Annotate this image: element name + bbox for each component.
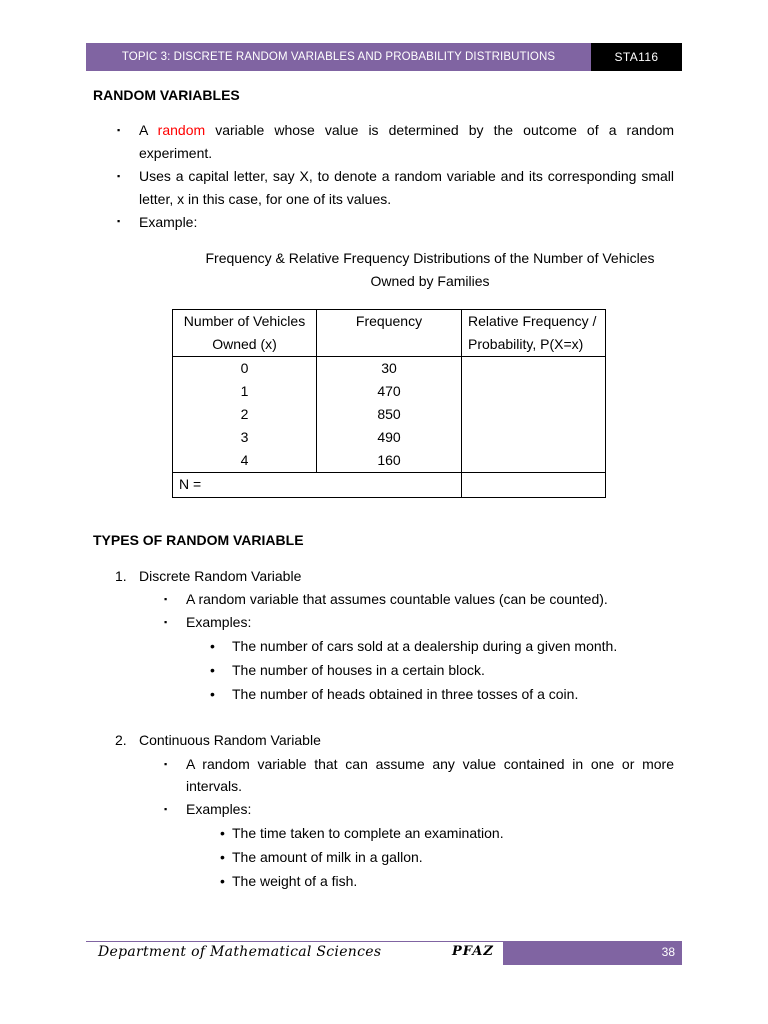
- page-number: 38: [503, 941, 682, 965]
- item1-example: The number of cars sold at a dealership during a given month.: [232, 638, 618, 654]
- bullet-dot-icon: •: [210, 686, 215, 702]
- bullet-dot-icon: •: [220, 825, 225, 841]
- bullet1-line1: [139, 119, 674, 142]
- item2-examples-label: Examples:: [186, 801, 252, 817]
- table-title-line2: Owned by Families: [370, 273, 490, 289]
- item1-example: The number of houses in a certain block.: [232, 662, 485, 678]
- frequency-value: 490: [377, 429, 401, 445]
- highlight-word-random: random: [157, 122, 206, 138]
- frequency-value: 160: [377, 452, 401, 468]
- item2-title: Continuous Random Variable: [139, 732, 321, 748]
- header-text: Relative Frequency /: [468, 313, 597, 329]
- header-text: Probability, P(X=x): [468, 336, 584, 352]
- x-value: 3: [240, 429, 249, 445]
- item1-examples-label: Examples:: [186, 614, 252, 630]
- bullet2-line1: Uses a capital letter, say X, to denote a random variable and its corresponding small: [139, 168, 674, 184]
- header-cell-relative-frequency: [462, 310, 606, 357]
- total-label-cell: [173, 473, 462, 498]
- bullet-square-icon: ▪: [164, 617, 168, 627]
- frequency-value: 470: [377, 383, 401, 399]
- item1-example: The number of heads obtained in three tosses of a coin.: [232, 686, 579, 702]
- bullet-dot-icon: •: [210, 638, 215, 654]
- x-value: 0: [240, 360, 249, 376]
- frequency-value: 850: [377, 406, 401, 422]
- bullet-square-icon: ▪: [164, 804, 168, 814]
- item1-number: 1.: [115, 568, 127, 584]
- course-code: STA116: [614, 50, 659, 64]
- bullet-square-icon: ▪: [117, 125, 121, 135]
- bullet3-example: Example:: [139, 214, 198, 230]
- header-course-code: [591, 43, 682, 71]
- frequency-table: [172, 309, 606, 498]
- item1-title: Discrete Random Variable: [139, 568, 302, 584]
- bullet-dot-icon: •: [220, 849, 225, 865]
- relative-frequency-blank-cell: [462, 357, 606, 473]
- item2-example: The amount of milk in a gallon.: [232, 849, 423, 865]
- header-cell-vehicles: [173, 310, 317, 357]
- header-cell-frequency: [317, 310, 462, 357]
- table-header-row: [173, 310, 606, 357]
- section-heading-random-variables: RANDOM VARIABLES: [93, 87, 240, 103]
- total-blank-cell: [462, 473, 606, 498]
- x-value: 2: [240, 406, 249, 422]
- item2-description-line2: intervals.: [186, 778, 243, 794]
- item1-description: A random variable that assumes countable values (can be counted).: [186, 591, 608, 607]
- footer-initials: PFAZ: [452, 944, 494, 959]
- bullet-square-icon: ▪: [117, 171, 121, 181]
- x-values-cell: [173, 357, 317, 473]
- bullet1-line2: experiment.: [139, 145, 213, 161]
- footer-divider: [86, 941, 503, 942]
- item2-example: The weight of a fish.: [232, 873, 358, 889]
- header-topic-bar: [86, 43, 591, 71]
- header-text: Number of Vehicles: [183, 313, 306, 329]
- header-topic: TOPIC 3: DISCRETE RANDOM VARIABLES AND PROBABILITY DISTRIBUTIONS: [121, 51, 556, 63]
- table-title-line1: Frequency & Relative Frequency Distributions of the Number of Vehicles: [205, 250, 655, 266]
- table-total-row: [173, 473, 606, 498]
- bullet-square-icon: ▪: [164, 759, 168, 769]
- footer-department: Department of Mathematical Sciences: [98, 944, 382, 960]
- bullet-square-icon: ▪: [164, 594, 168, 604]
- bullet1-rest: variable whose value is determined by the outcome of a random: [215, 122, 675, 138]
- item2-description-line1: A random variable that can assume any value contained in one or more: [186, 756, 674, 772]
- item2-number: 2.: [115, 732, 127, 748]
- bullet1-a: A: [139, 122, 148, 138]
- bullet-dot-icon: •: [210, 662, 215, 678]
- bullet-square-icon: ▪: [117, 216, 121, 226]
- table-data-row: [173, 357, 606, 473]
- frequency-value: 30: [381, 360, 397, 376]
- x-value: 1: [240, 383, 249, 399]
- section-heading-types: TYPES OF RANDOM VARIABLE: [93, 532, 304, 548]
- total-label: N =: [179, 476, 202, 492]
- header-text: Frequency: [355, 313, 423, 329]
- frequency-values-cell: [317, 357, 462, 473]
- item2-example: The time taken to complete an examination.: [232, 825, 504, 841]
- bullet-dot-icon: •: [220, 873, 225, 889]
- bullet2-line2: letter, x in this case, for one of its values.: [139, 191, 392, 207]
- x-value: 4: [240, 452, 249, 468]
- header-text: Owned (x): [212, 336, 277, 352]
